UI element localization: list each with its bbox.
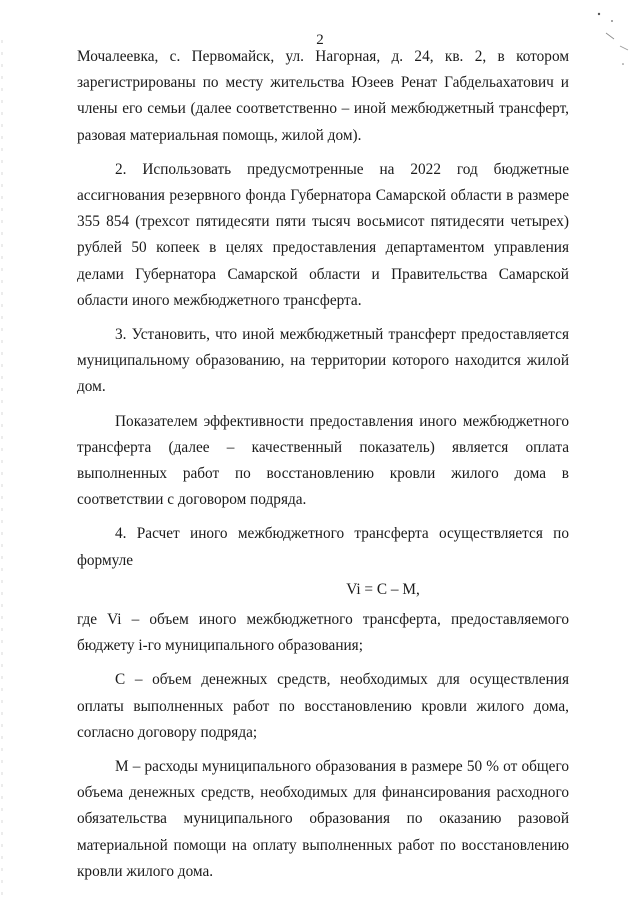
- paragraph-vi-definition: где Vi – объем иного межбюджетного трансферта, предоставляемого бюджету i-го муниципального образования;: [77, 611, 569, 655]
- paragraph-item-3-transfer-recipient: 3. Установить, что иной межбюджетный трансферт предоставляется муниципальному образованию, на территории которого находится жилой дом.: [77, 326, 569, 396]
- paragraph-item-4-calculation: 4. Расчет иного межбюджетного трансферта осуществляется по формуле: [77, 525, 569, 569]
- page-number: 2: [316, 32, 324, 48]
- paragraph-c-definition: C – объем денежных средств, необходимых для осуществления оплаты выполненных работ по восстановлению кровли жилого дома, согласно договору подряда;: [77, 671, 569, 741]
- document-body: [77, 44, 569, 885]
- paragraph-item-2-budget-allocation: 2. Использовать предусмотренные на 2022 год бюджетные ассигнования резервного фонда Губернатора Самарской области в размере 355 854 (трехсот пятидесяти пяти тысяч восьмисот пятидесяти четырех) рублей 50 копеек в целях предоставления департаментом управления делами Губернатора Самарской области и Правительства Самарской области иного межбюджетного трансферта.: [77, 160, 569, 309]
- paragraph-m-definition: M – расходы муниципального образования в размере 50 % от общего объема денежных средств, необходимых для финансирования расходного обязательства муниципального образования по оказанию разовой материальной помощи на оплату выполненных работ по восстановлению кровли жилого дома.: [77, 758, 569, 880]
- paragraph-address-continuation: Мочалеевка, с. Первомайск, ул. Нагорная, д. 24, кв. 2, в котором зарегистрированы по месту жительства Юзеев Ренат Габдельахатович и члены его семьи (далее соответственно – иной межбюджетный трансферт, разовая материальная помощь, жилой дом).: [77, 48, 569, 144]
- paragraph-efficiency-indicator: Показателем эффективности предоставления иного межбюджетного трансферта (далее – качественный показатель) является оплата выполненных работ по восстановлению кровли жилого дома в соответствии с договором подряда.: [77, 412, 569, 509]
- formula: Vi = C – M,: [346, 580, 420, 598]
